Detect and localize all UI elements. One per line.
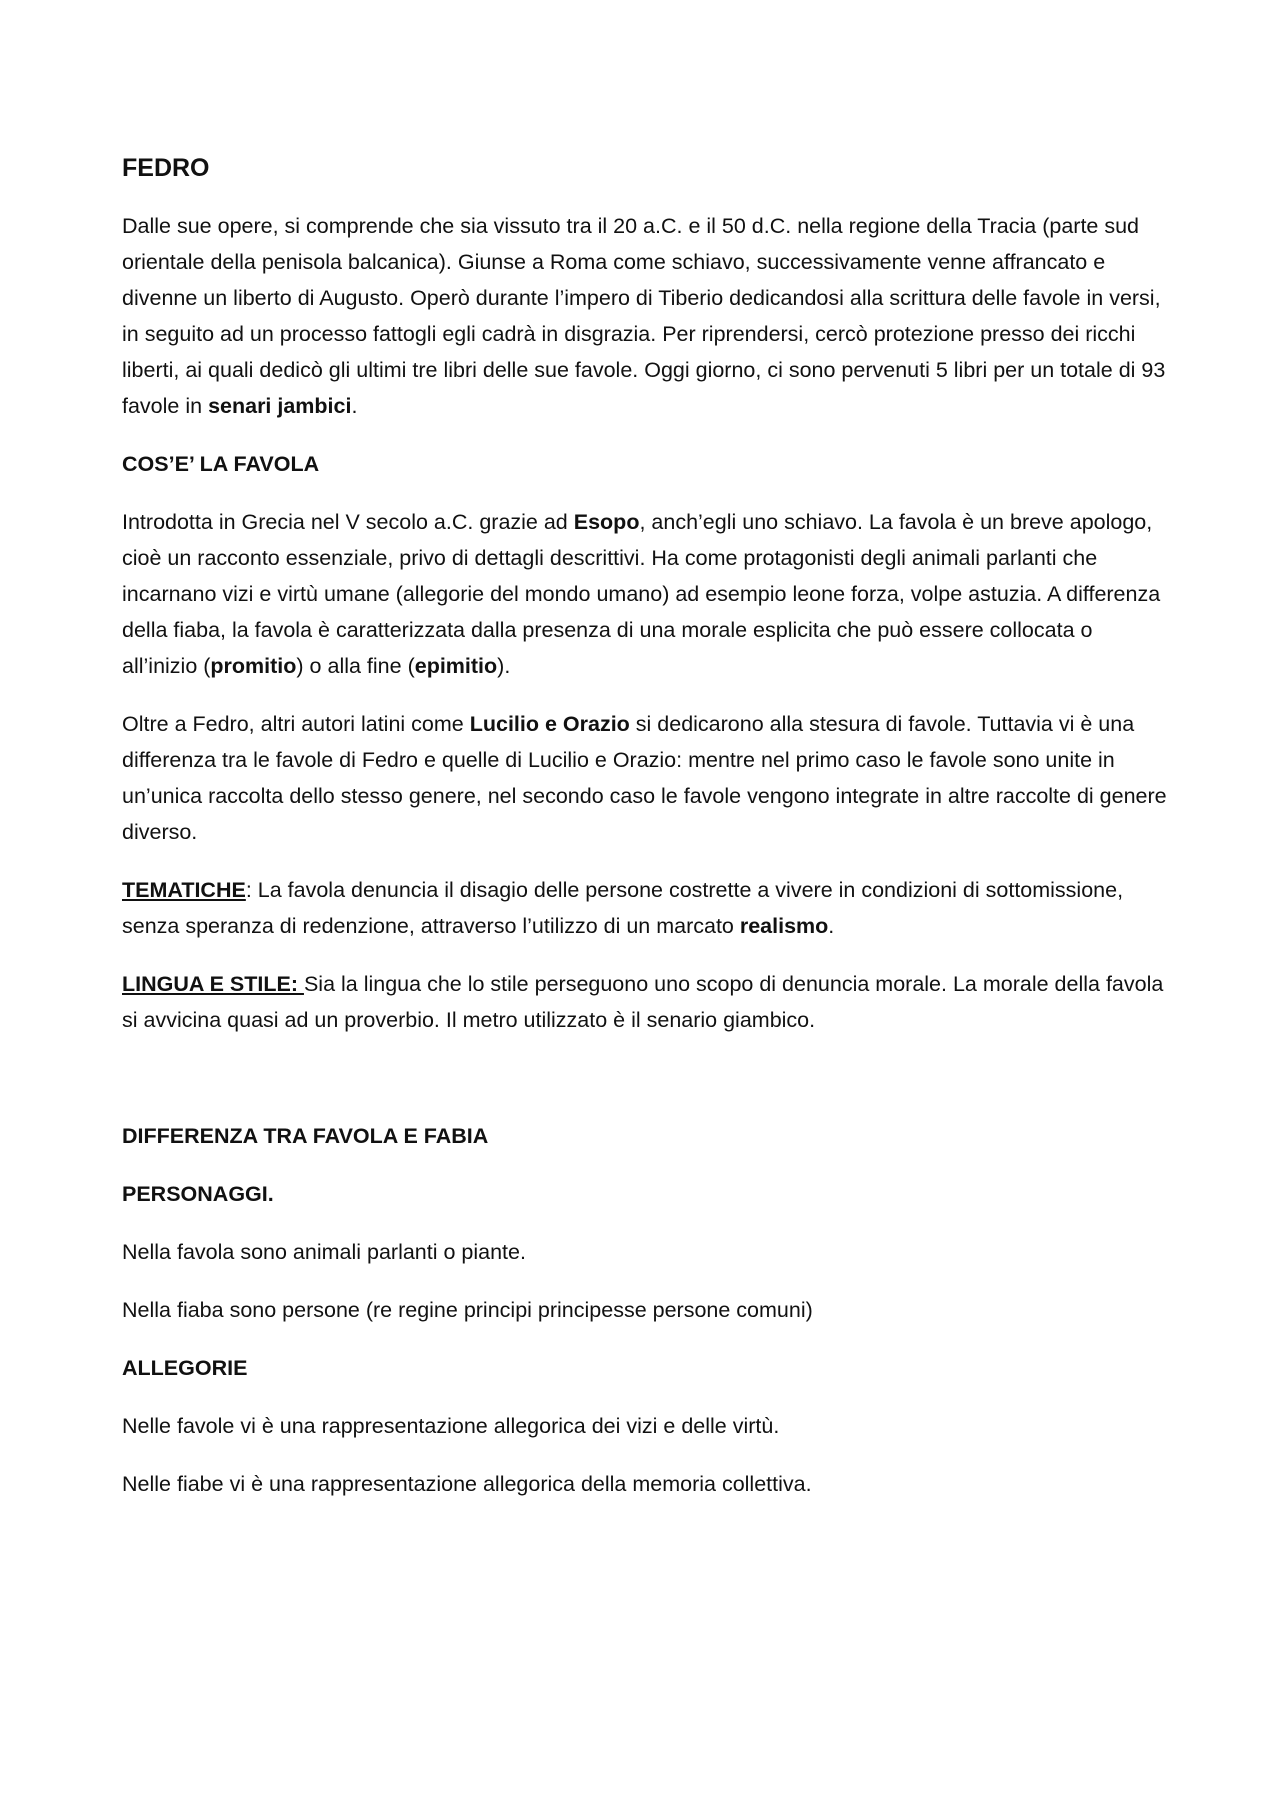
spacer bbox=[122, 1060, 1172, 1118]
allegorie-line-favole: Nelle favole vi è una rappresentazione allegorica dei vizi e delle virtù. bbox=[122, 1414, 780, 1438]
section-heading-favola: COS’E’ LA FAVOLA bbox=[122, 452, 320, 476]
intro-text-end: . bbox=[351, 394, 358, 418]
tematiche-text-2: . bbox=[828, 914, 835, 938]
section-heading-differenza: DIFFERENZA TRA FAVOLA E FABIA bbox=[122, 1124, 489, 1148]
favola-p1-text-3: ) o alla fine ( bbox=[296, 654, 415, 678]
personaggi-line-fiaba: Nella fiaba sono persone (re regine principi principesse persone comuni) bbox=[122, 1298, 813, 1322]
favola-p1-text-1: Introdotta in Grecia nel V secolo a.C. grazie ad bbox=[122, 510, 574, 534]
favola-p1-text-2: , anch’egli uno schiavo. La favola è un breve apologo, cioè un racconto essenziale, privo di dettagli descrittivi. Ha come protagonisti degli animali parlanti che incarnano vizi e virtù umane (allegorie del mondo umano) ad esempio leone forza, volpe astuzia. A differenza della fiaba, la favola è caratterizzata dalla presenza di una morale esplicita che può essere collocata o all’inizio ( bbox=[122, 510, 1161, 678]
tematiche-paragraph bbox=[122, 872, 1172, 944]
lingua-text: Sia la lingua che lo stile perseguono uno scopo di denuncia morale. La morale della favola si avvicina quasi ad un proverbio. Il metro utilizzato è il senario giambico. bbox=[122, 972, 1164, 1032]
favola-p1-bold-esopo: Esopo bbox=[573, 510, 640, 534]
favola-p1-bold-promitio: promitio bbox=[210, 654, 297, 678]
favola-paragraph-2 bbox=[122, 706, 1172, 850]
tematiche-label: TEMATICHE bbox=[122, 878, 246, 902]
page-title: FEDRO bbox=[122, 154, 210, 182]
tematiche-bold-realismo: realismo bbox=[739, 914, 829, 938]
favola-paragraph-1 bbox=[122, 504, 1172, 684]
intro-text: Dalle sue opere, si comprende che sia vissuto tra il 20 a.C. e il 50 d.C. nella regione della Tracia (parte sud orientale della penisola balcanica). Giunse a Roma come schiavo, successivamente venne affrancato e divenne un liberto di Augusto. Operò durante l’impero di Tiberio dedicandosi alla scrittura delle favole in versi, in seguito ad un processo fattogli egli cadrà in disgrazia. Per riprendersi, cercò protezione presso dei ricchi liberti, ai quali dedicò gli ultimi tre libri delle sue favole. Oggi giorno, ci sono pervenuti 5 libri per un totale di 93 favole in bbox=[122, 214, 1166, 418]
favola-p1-bold-epimitio: epimitio bbox=[414, 654, 498, 678]
favola-p2-text-1: Oltre a Fedro, altri autori latini come bbox=[122, 712, 470, 736]
favola-p2-text-2: si dedicarono alla stesura di favole. Tuttavia vi è una differenza tra le favole di Fedro e quelle di Lucilio e Orazio: mentre nel primo caso le favole sono unite in un’unica raccolta dello stesso genere, nel secondo caso le favole vengono integrate in altre raccolte di genere diverso. bbox=[122, 712, 1167, 844]
lingua-label: LINGUA E STILE: bbox=[122, 972, 304, 996]
subheading-personaggi: PERSONAGGI. bbox=[122, 1182, 274, 1206]
tematiche-text-1: : La favola denuncia il disagio delle persone costrette a vivere in condizioni di sottomissione, senza speranza di redenzione, attraverso l’utilizzo di un marcato bbox=[122, 878, 1124, 938]
lingua-paragraph bbox=[122, 966, 1172, 1038]
subheading-allegorie: ALLEGORIE bbox=[122, 1356, 248, 1380]
favola-p2-bold-authors: Lucilio e Orazio bbox=[469, 712, 630, 736]
intro-bold-term: senari jambici bbox=[208, 394, 352, 418]
allegorie-line-fiabe: Nelle fiabe vi è una rappresentazione allegorica della memoria collettiva. bbox=[122, 1472, 812, 1496]
document-page bbox=[122, 150, 1172, 1524]
personaggi-line-favola: Nella favola sono animali parlanti o piante. bbox=[122, 1240, 526, 1264]
intro-paragraph bbox=[122, 208, 1172, 424]
favola-p1-text-4: ). bbox=[497, 654, 511, 678]
